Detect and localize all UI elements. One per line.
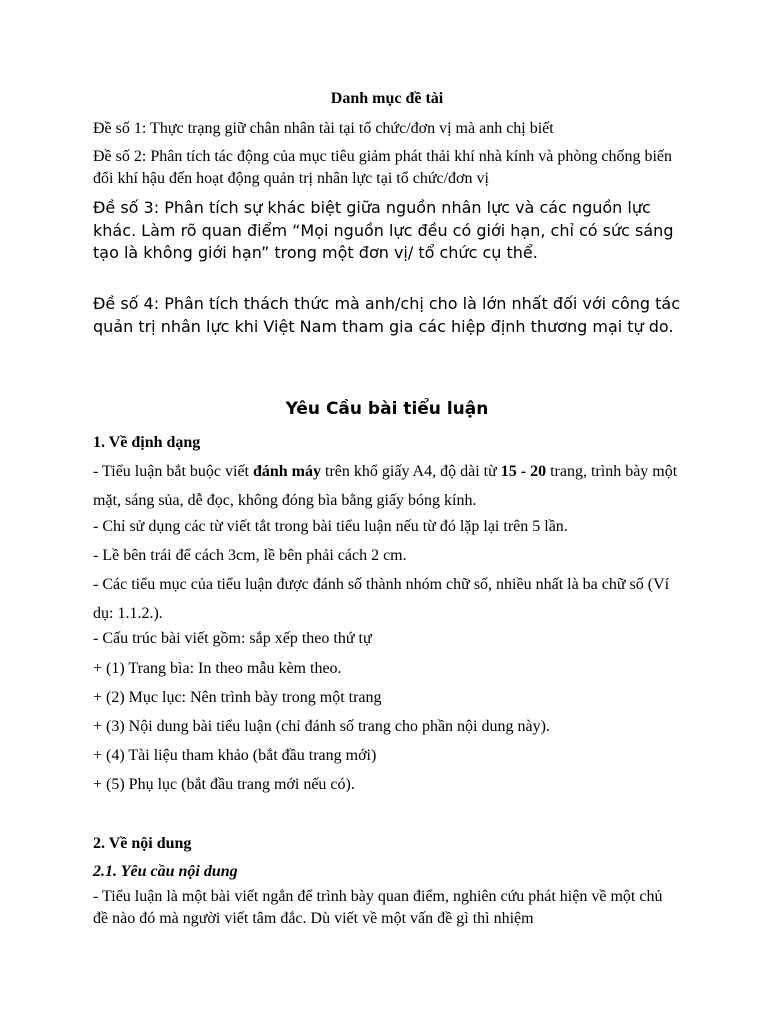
structure-item-3: + (3) Nội dung bài tiểu luận (chỉ đánh số trang cho phần nội dung này).: [93, 718, 550, 735]
page-title: Danh mục đề tài: [330, 90, 444, 107]
format-paragraph-2: - Chỉ sử dụng các từ viết tắt trong bài tiểu luận nếu từ đó lặp lại trên 5 lần.: [93, 518, 568, 535]
format-paragraph-5: - Cấu trúc bài viết gồm: sắp xếp theo thứ tự: [93, 630, 372, 647]
topic-1: Đề số 1: Thực trạng giữ chân nhân tài tại tổ chức/đơn vị mà anh chị biết: [93, 120, 554, 137]
structure-item-2: + (2) Mục lục: Nên trình bày trong một trang: [93, 689, 382, 706]
format-paragraph-1: - Tiểu luận bắt buộc viết đánh máy trên khổ giấy A4, độ dài từ 15 - 20 trang, trình bày một mặt, sáng sủa, dễ đọc, không đóng bìa bằng giấy bóng kính.: [93, 463, 678, 509]
topic-4: Đề số 4: Phân tích thách thức mà anh/chị cho là lớn nhất đối với công tác quản trị nhân lực khi Việt Nam tham gia các hiệp định thương mại tự do.: [93, 294, 681, 336]
topic-3: Đề số 3: Phân tích sự khác biệt giữa nguồn nhân lực và các nguồn lực khác. Làm rõ quan điểm “Mọi nguồn lực đều có giới hạn, chỉ có sức sáng tạo là không giới hạn” trong một đơn vị/ tổ chức cụ thể.: [93, 198, 674, 262]
requirements-title: Yêu Cầu bài tiểu luận: [285, 399, 489, 419]
format-paragraph-3: - Lề bên trái để cách 3cm, lề bên phải cách 2 cm.: [93, 547, 407, 564]
section-2-heading: 2. Về nội dung: [93, 835, 192, 852]
content-paragraph-1: - Tiểu luận là một bài viết ngắn để trình bày quan điểm, nghiên cứu phát hiện về một chủ đề nào đó mà người viết tâm đắc. Dù viết về một vấn đề gì thì nhiệm: [93, 888, 663, 927]
structure-item-5: + (5) Phụ lục (bắt đầu trang mới nếu có).: [93, 776, 355, 793]
section-2-1-heading: 2.1. Yêu cầu nội dung: [93, 863, 238, 880]
topic-2: Đề số 2: Phân tích tác động của mục tiêu giảm phát thải khí nhà kính và phòng chống biến đổi khí hậu đến hoạt động quản trị nhân lực tại tổ chức/đơn vị: [93, 148, 672, 187]
format-paragraph-4: - Các tiểu mục của tiểu luận được đánh số thành nhóm chữ số, nhiều nhất là ba chữ số (Ví dụ: 1.1.2.).: [93, 576, 670, 622]
structure-item-4: + (4) Tài liệu tham khảo (bắt đầu trang mới): [93, 747, 377, 764]
section-1-heading: 1. Về định dạng: [93, 434, 201, 451]
structure-item-1: + (1) Trang bìa: In theo mẫu kèm theo.: [93, 660, 342, 677]
